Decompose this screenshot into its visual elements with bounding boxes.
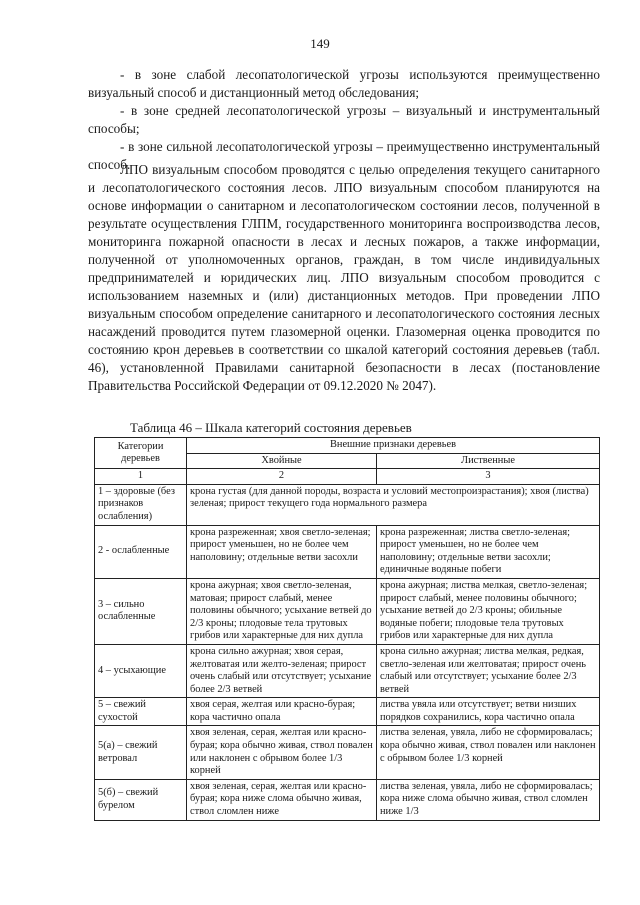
header-signs: Внешние признаки деревьев (187, 438, 600, 454)
conifer-cell: крона разреженная; хвоя светло-зеленая; прирост уменьшен, но не более чем наполовину; отдельные ветви засохли (187, 525, 377, 578)
conifer-cell: крона сильно ажурная; хвоя серая, желтоватая или желто-зеленая; прирост очень слабый или отсутствует; усыхание более 2/3 ветвей (187, 644, 377, 697)
bullet-medium-threat: - в зоне средней лесопатологической угрозы – визуальный и инструментальный способы; (88, 103, 600, 136)
category-cell: 4 – усыхающие (95, 644, 187, 697)
category-cell: 5 – свежий сухостой (95, 698, 187, 726)
category-cell: 5(б) – свежий бурелом (95, 779, 187, 820)
table-row (95, 578, 600, 644)
deciduous-cell: крона сильно ажурная; листва мелкая, редкая, светло-зеленая или желтоватая; прирост очень слабый или отсутствует; усыхание более 2/3 ветвей (377, 644, 600, 697)
deciduous-cell: крона разреженная; листва светло-зеленая; прирост уменьшен, но не более чем наполовину; отдельные ветви засохли; единичные водяные побеги (377, 525, 600, 578)
deciduous-cell: крона ажурная; листва мелкая, светло-зеленая; прирост слабый, менее половины обычного; усыхание ветвей до 2/3 кроны; обильные водяные побеги; плодовые тела трутовых грибов или характерные для них дупла (377, 578, 600, 644)
body-text (88, 161, 600, 395)
conifer-cell: хвоя зеленая, серая, желтая или красно-бурая; кора обычно живая, ствол повален или наклонен с обрывом более 1/3 корней (187, 726, 377, 779)
table-row (95, 698, 600, 726)
col-number: 2 (187, 469, 377, 485)
table-caption: Таблица 46 – Шкала категорий состояния деревьев (130, 420, 412, 435)
bullet-weak-threat: - в зоне слабой лесопатологической угрозы используются преимущественно визуальный способ и дистанционный метод обследования; (88, 67, 600, 100)
conifer-cell: крона ажурная; хвоя светло-зеленая, матовая; прирост слабый, менее половины обычного; усыхание ветвей до 2/3 кроны; плодовые тела трутовых грибов или характерные для них дупла (187, 578, 377, 644)
bullet-list (88, 66, 600, 174)
table-row (95, 726, 600, 779)
col-number: 1 (95, 469, 187, 485)
page-number: 149 (310, 36, 330, 51)
deciduous-cell: листва зеленая, увяла, либо не сформировалась; кора обычно живая, ствол повален или наклонен с обрывом более 1/3 корней (377, 726, 600, 779)
table-header-row (95, 438, 600, 454)
deciduous-cell: листва зеленая, увяла, либо не сформировалась; кора ниже слома обычно живая, ствол сломлен ниже 1/3 (377, 779, 600, 820)
table-row (95, 779, 600, 820)
bullet-strong-threat: - в зоне сильной лесопатологической угрозы – преимущественно инструментальный способ. (88, 139, 600, 172)
conifer-cell: хвоя зеленая, серая, желтая или красно-бурая; кора ниже слома обычно живая, ствол сломлен ниже (187, 779, 377, 820)
table-row (95, 525, 600, 578)
table-row (95, 484, 600, 525)
header-deciduous: Лиственные (377, 453, 600, 469)
header-conifer: Хвойные (187, 453, 377, 469)
category-cell: 2 - ослабленные (95, 525, 187, 578)
category-cell: 1 – здоровые (без признаков ослабления) (95, 484, 187, 525)
main-paragraph: ЛПО визуальным способом проводятся с целью определения текущего санитарного и лесопатологического состояния лесов. ЛПО визуальным способом планируются на основе информации о санитарном и лесопатологическом состоянии лесов, полученной в результате осуществления ГЛПМ, государственного мониторинга воспроизводства лесов, мониторинга пожарной опасности в лесах и лесных пожаров, а также информации, полученной от уполномоченных органов, граждан, в том числе индивидуальных предпринимателей и юридических лиц. ЛПО визуальным способом проводится с использованием наземных и (или) дистанционных методов. При проведении ЛПО визуальным способом определение санитарного и лесопатологического состояния лесных насаждений проводится путем глазомерной оценки. Глазомерная оценка проводится по состоянию крон деревьев в соответствии со шкалой категорий состояния деревьев (табл. 46), установленной Правилами санитарной безопасности в лесах (постановление Правительства Российской Федерации от 09.12.2020 № 2047). (88, 162, 600, 393)
tree-condition-table (94, 437, 600, 821)
merged-signs-cell: крона густая (для данной породы, возраста и условий местопроизрастания); хвоя (листва) зеленая; прирост текущего года нормального размера (187, 484, 600, 525)
column-number-row (95, 469, 600, 485)
category-cell: 5(а) – свежий ветровал (95, 726, 187, 779)
table-row (95, 644, 600, 697)
deciduous-cell: листва увяла или отсутствует; ветви низших порядков сохранились, кора частично опала (377, 698, 600, 726)
conifer-cell: хвоя серая, желтая или красно-бурая; кора частично опала (187, 698, 377, 726)
col-number: 3 (377, 469, 600, 485)
category-cell: 3 – сильно ослабленные (95, 578, 187, 644)
header-category: Категории деревьев (95, 438, 187, 469)
